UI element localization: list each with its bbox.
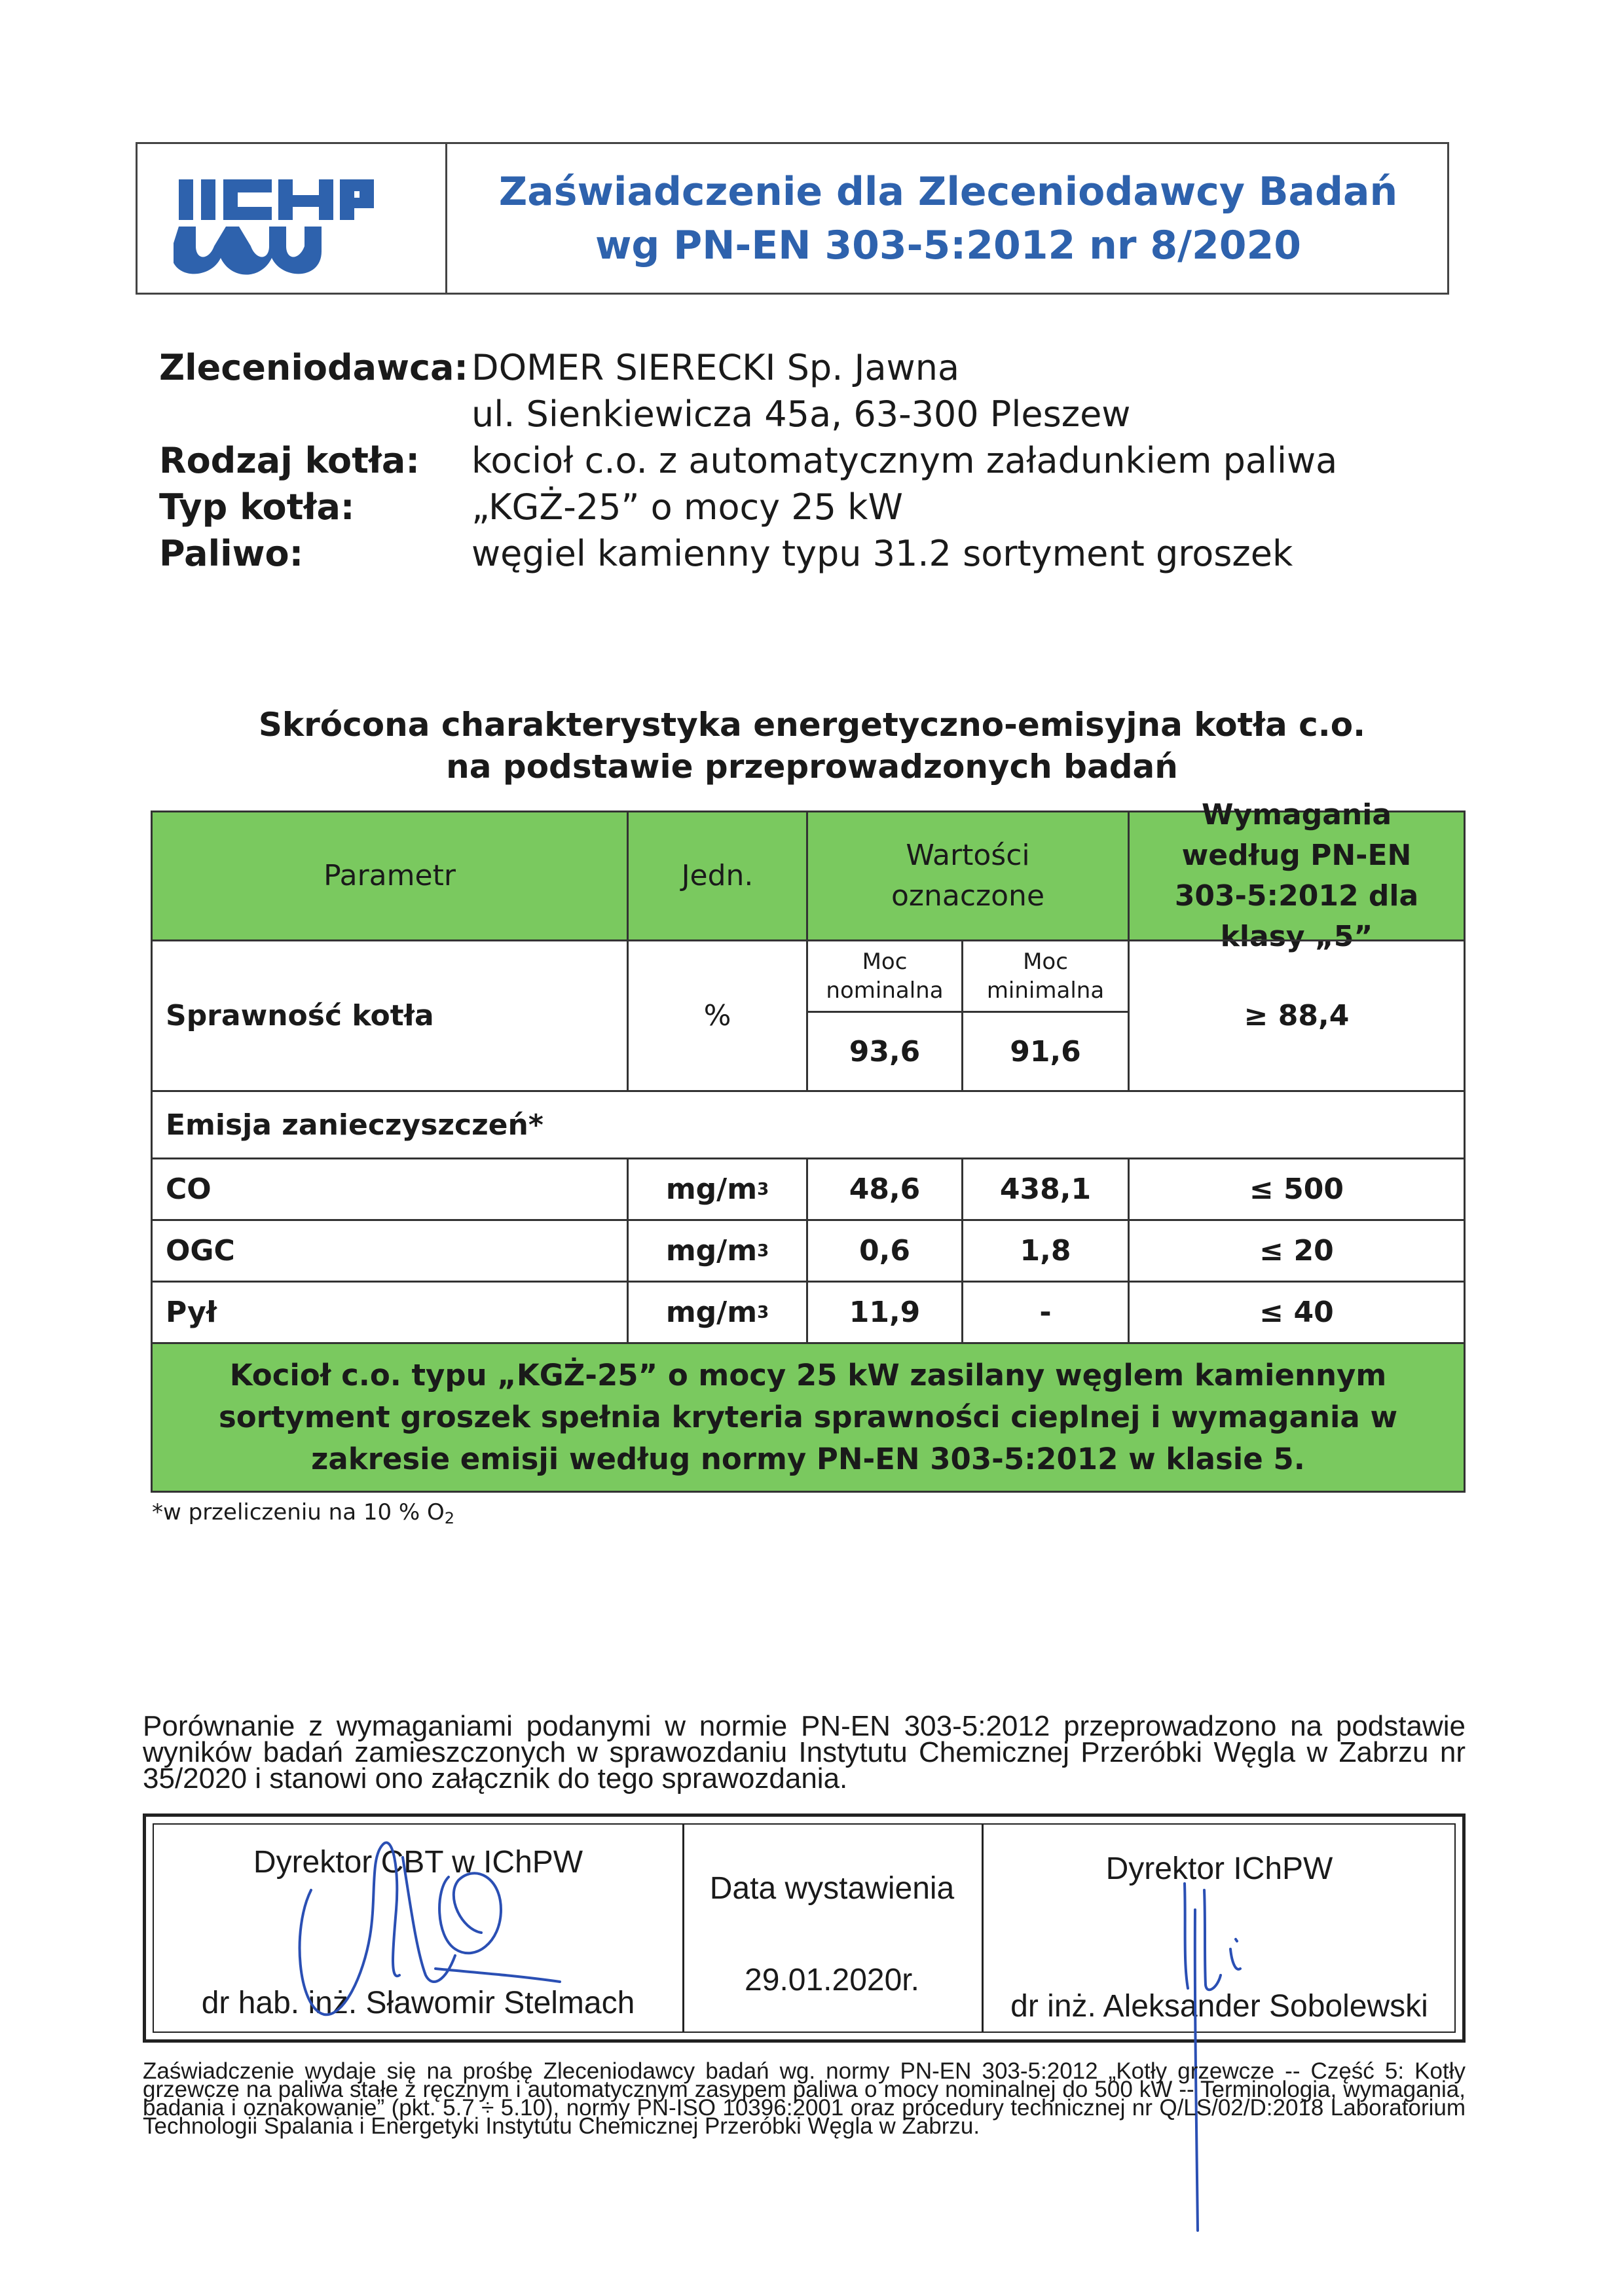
header-parameter: Parametr — [151, 811, 629, 941]
signature-table-inner — [153, 1823, 1456, 2033]
efficiency-requirement: ≥ 88,4 — [1128, 939, 1466, 1092]
signature-left — [154, 1825, 684, 2032]
table-row-dust-requirement: ≤ 40 — [1128, 1281, 1466, 1344]
fuel-label: Paliwo: — [159, 533, 304, 574]
issue-date-label: Data wystawienia — [709, 1871, 955, 1906]
table-row-co-unit: mg/m 3 — [627, 1157, 808, 1221]
boiler-kind: kocioł c.o. z automatycznym załadunkiem paliwa — [471, 440, 1338, 481]
table-row-ogc-nominal: 0,6 — [806, 1219, 963, 1283]
header-unit: Jedn. — [627, 811, 808, 941]
client-address: ul. Sienkiewicza 45a, 63-300 Pleszew — [471, 393, 1131, 435]
footnote: *w przeliczeniu na 10 % $O_2$ — [152, 1499, 455, 1527]
right-signer-name: dr inż. Aleksander Sobolewski — [1010, 1989, 1428, 2024]
title-line-1: Zaświadczenie dla Zleceniodawcy Badań — [498, 168, 1398, 215]
efficiency-label: Sprawność kotła — [151, 939, 629, 1092]
characteristics-table — [151, 798, 1466, 1493]
efficiency-nominal: 93,6 — [806, 1011, 963, 1092]
table-row-dust-nominal: 11,9 — [806, 1281, 963, 1344]
table-row-dust-unit: mg/m 3 — [627, 1281, 808, 1344]
conclusion: Kocioł c.o. typu „KGŻ-25” o mocy 25 kW zasilany węglem kamiennym sortyment groszek spełnia kryteria sprawności cieplnej i wymagania w zakresie emisji według normy PN-EN 303-5:2012 w klasie 5. — [151, 1342, 1466, 1493]
disclaimer: Zaświadczenie wydaje się na prośbę Zleceniodawcy badań wg. normy PN-EN 303-5:2012 „Kotły grzewcze -- Część 5: Kotły grzewcze na paliwa stałe z ręcznym i automatycznym zasypem paliwa o mocy nominalnej do 500 kW -- Terminologia, wymagania, badania i oznakowanie” (pkt. 5.7 ÷ 5.10), normy PN-ISO 10396:2001 oraz procedury technicznej nr Q/LS/02/D:2018 Laboratorium Technologii Spalania i Energetyki Instytutu Chemicznej Przeróbki Węgla w Zabrzu. — [143, 2058, 1466, 2139]
section-title — [196, 704, 1428, 788]
left-signer-title: Dyrektor CBT w IChPW — [253, 1845, 583, 1880]
ichpw-logo — [174, 158, 377, 280]
table-row-dust-label: Pył — [151, 1281, 629, 1344]
emission-label: Emisja zanieczyszczeń* — [151, 1090, 1466, 1159]
handwritten-signature-right — [1158, 1870, 1289, 2237]
title-line-2: wg PN-EN 303-5:2012 nr 8/2020 — [595, 222, 1302, 268]
section-title-line-1: Skrócona charakterystyka energetyczno-emisyjna kotła c.o. — [258, 706, 1366, 744]
client-label: Zleceniodawca: — [159, 347, 468, 388]
left-signer-name: dr hab. inż. Sławomir Stelmach — [201, 1986, 635, 2020]
boiler-type-label: Typ kotła: — [159, 486, 355, 528]
issue-date: 29.01.2020r. — [745, 1963, 919, 1997]
table-row-co-requirement: ≤ 500 — [1128, 1157, 1466, 1221]
table-row-ogc-requirement: ≤ 20 — [1128, 1219, 1466, 1283]
table-row-co-nominal: 48,6 — [806, 1157, 963, 1221]
signature-middle — [682, 1825, 984, 2032]
efficiency-unit: % — [627, 939, 808, 1092]
efficiency-minimal: 91,6 — [961, 1011, 1130, 1092]
boiler-kind-label: Rodzaj kotła: — [159, 440, 420, 481]
table-row-co-label: CO — [151, 1157, 629, 1221]
table-row-ogc-minimal: 1,8 — [961, 1219, 1130, 1283]
client-name: DOMER SIERECKI Sp. Jawna — [471, 347, 960, 388]
fuel: węgiel kamienny typu 31.2 sortyment groszek — [471, 533, 1293, 574]
comparison-paragraph: Porównanie z wymaganiami podanymi w normie PN-EN 303-5:2012 przeprowadzono na podstawie wyników badań zamieszczonych w sprawozdaniu Instytutu Chemicznej Przeróbki Węgla w Zabrzu nr 35/2020 i stanowi ono załącznik do tego sprawozdania. — [143, 1710, 1466, 1795]
boiler-type: „KGŻ-25” o mocy 25 kW — [471, 486, 903, 528]
right-signer-title: Dyrektor IChPW — [1105, 1851, 1333, 1886]
certificate-header — [136, 142, 1449, 295]
table-row-ogc-label: OGC — [151, 1219, 629, 1283]
header-values: Wartości oznaczone — [806, 811, 1130, 941]
table-row-co-minimal: 438,1 — [961, 1157, 1130, 1221]
table-row-dust-minimal: - — [961, 1281, 1130, 1344]
signature-right — [982, 1825, 1457, 2032]
section-title-line-2: na podstawie przeprowadzonych badań — [446, 748, 1178, 786]
subheader-minimal: Moc minimalna — [961, 939, 1130, 1013]
signature-table — [143, 1813, 1466, 2043]
certificate-title — [447, 144, 1449, 293]
subheader-nominal: Moc nominalna — [806, 939, 963, 1013]
handwritten-signature-left — [285, 1818, 612, 2028]
table-row-ogc-unit: mg/m 3 — [627, 1219, 808, 1283]
header-requirements: Wymagania według PN-EN 303-5:2012 dla klasy „5” — [1128, 811, 1466, 941]
